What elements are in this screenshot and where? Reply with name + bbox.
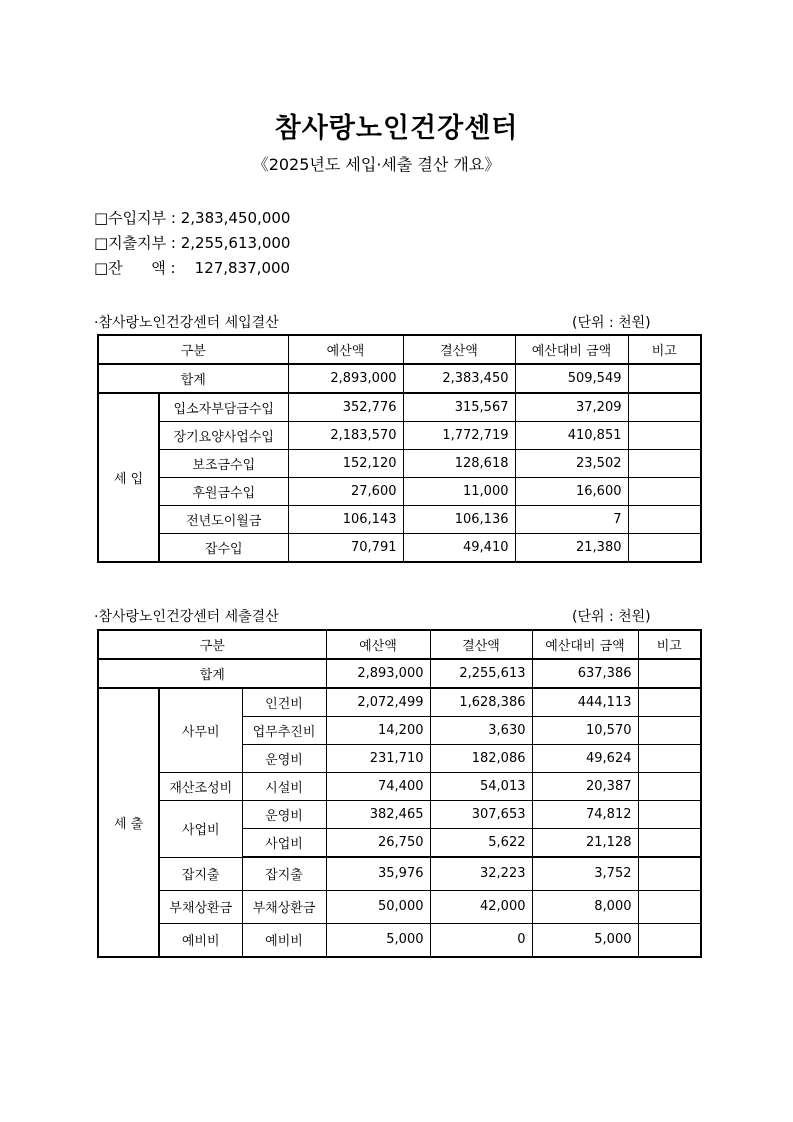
row-budget: 35,976 <box>326 857 430 890</box>
table-row <box>98 393 701 422</box>
table-row <box>98 773 701 801</box>
header-budget: 예산액 <box>326 630 430 659</box>
row-label: 전년도이월금 <box>159 506 288 534</box>
expenditure-header-row <box>98 630 701 659</box>
row-sub: 운영비 <box>242 745 326 773</box>
category-misc: 잡지출 <box>159 857 242 890</box>
row-label: 장기요양사업수입 <box>159 422 288 450</box>
category-asset: 재산조성비 <box>159 773 242 801</box>
revenue-table <box>97 334 702 563</box>
header-settled: 결산액 <box>430 630 532 659</box>
header-budget: 예산액 <box>288 335 403 364</box>
row-budget: 106,143 <box>288 506 403 534</box>
row-note <box>638 857 701 890</box>
header-diff: 예산대비 금액 <box>515 335 628 364</box>
page-subtitle: 《2025년도 세입·세출 결산 개요》 <box>252 155 501 174</box>
expenditure-group-label: 세 출 <box>98 688 159 957</box>
row-diff: 37,209 <box>515 393 628 422</box>
row-note <box>638 745 701 773</box>
table-row <box>98 534 701 563</box>
row-budget: 14,200 <box>326 717 430 745</box>
row-settled: 42,000 <box>430 890 532 923</box>
category-office: 사무비 <box>159 688 242 773</box>
row-budget: 231,710 <box>326 745 430 773</box>
row-sub: 잡지출 <box>242 857 326 890</box>
row-budget: 352,776 <box>288 393 403 422</box>
total-diff: 637,386 <box>532 659 638 688</box>
row-diff: 3,752 <box>532 857 638 890</box>
row-note <box>638 890 701 923</box>
row-note <box>638 773 701 801</box>
table-row <box>98 923 701 957</box>
total-settled: 2,255,613 <box>430 659 532 688</box>
row-budget: 26,750 <box>326 829 430 858</box>
row-note <box>628 393 701 422</box>
revenue-group-label: 세 입 <box>98 393 159 562</box>
row-sub: 인건비 <box>242 688 326 717</box>
row-sub: 업무추진비 <box>242 717 326 745</box>
table-row <box>98 506 701 534</box>
row-settled: 3,630 <box>430 717 532 745</box>
total-budget: 2,893,000 <box>288 364 403 393</box>
table-row <box>98 478 701 506</box>
row-settled: 11,000 <box>403 478 515 506</box>
table-row <box>98 450 701 478</box>
row-note <box>638 688 701 717</box>
row-settled: 32,223 <box>430 857 532 890</box>
row-label: 잡수입 <box>159 534 288 563</box>
row-label: 입소자부담금수입 <box>159 393 288 422</box>
row-note <box>638 923 701 957</box>
row-budget: 382,465 <box>326 801 430 829</box>
header-settled: 결산액 <box>403 335 515 364</box>
total-label: 합계 <box>98 364 288 393</box>
expenditure-total-row <box>98 659 701 688</box>
row-settled: 315,567 <box>403 393 515 422</box>
table-row <box>98 688 701 717</box>
row-note <box>638 717 701 745</box>
row-note <box>638 801 701 829</box>
row-settled: 5,622 <box>430 829 532 858</box>
expenditure-section-title: ·참사랑노인건강센터 세출결산 <box>94 609 279 625</box>
row-diff: 7 <box>515 506 628 534</box>
category-reserve: 예비비 <box>159 923 242 957</box>
revenue-unit: (단위 : 천원) <box>572 315 651 331</box>
row-note <box>628 450 701 478</box>
row-diff: 8,000 <box>532 890 638 923</box>
row-budget: 27,600 <box>288 478 403 506</box>
table-row <box>98 422 701 450</box>
row-budget: 50,000 <box>326 890 430 923</box>
row-budget: 152,120 <box>288 450 403 478</box>
row-settled: 1,772,719 <box>403 422 515 450</box>
row-diff: 23,502 <box>515 450 628 478</box>
row-settled: 128,618 <box>403 450 515 478</box>
row-budget: 2,072,499 <box>326 688 430 717</box>
row-note <box>628 422 701 450</box>
header-note: 비고 <box>628 335 701 364</box>
row-note <box>628 534 701 563</box>
row-budget: 5,000 <box>326 923 430 957</box>
row-settled: 0 <box>430 923 532 957</box>
category-business: 사업비 <box>159 801 242 858</box>
row-sub: 운영비 <box>242 801 326 829</box>
row-diff: 20,387 <box>532 773 638 801</box>
row-diff: 74,812 <box>532 801 638 829</box>
total-diff: 509,549 <box>515 364 628 393</box>
total-budget: 2,893,000 <box>326 659 430 688</box>
summary-income: □수입지부 : 2,383,450,000 <box>94 209 291 227</box>
row-note <box>638 829 701 858</box>
row-settled: 106,136 <box>403 506 515 534</box>
table-row <box>98 801 701 829</box>
header-category: 구분 <box>98 335 288 364</box>
row-diff: 49,624 <box>532 745 638 773</box>
page-title: 참사랑노인건강센터 <box>274 113 519 144</box>
header-category: 구분 <box>98 630 326 659</box>
row-diff: 21,128 <box>532 829 638 858</box>
row-diff: 444,113 <box>532 688 638 717</box>
row-diff: 410,851 <box>515 422 628 450</box>
row-label: 보조금수입 <box>159 450 288 478</box>
summary-balance: □잔 액 : 127,837,000 <box>94 259 291 277</box>
row-settled: 182,086 <box>430 745 532 773</box>
row-settled: 307,653 <box>430 801 532 829</box>
row-budget: 70,791 <box>288 534 403 563</box>
row-diff: 21,380 <box>515 534 628 563</box>
row-sub: 시설비 <box>242 773 326 801</box>
total-note <box>638 659 701 688</box>
row-sub: 예비비 <box>242 923 326 957</box>
total-note <box>628 364 701 393</box>
row-diff: 16,600 <box>515 478 628 506</box>
row-note <box>628 506 701 534</box>
row-budget: 2,183,570 <box>288 422 403 450</box>
expenditure-table <box>97 629 702 958</box>
header-diff: 예산대비 금액 <box>532 630 638 659</box>
row-settled: 49,410 <box>403 534 515 563</box>
table-row <box>98 857 701 890</box>
table-row <box>98 890 701 923</box>
header-note: 비고 <box>638 630 701 659</box>
category-debt: 부채상환금 <box>159 890 242 923</box>
row-budget: 74,400 <box>326 773 430 801</box>
revenue-header-row <box>98 335 701 364</box>
expenditure-unit: (단위 : 천원) <box>572 609 651 625</box>
row-sub: 사업비 <box>242 829 326 858</box>
total-settled: 2,383,450 <box>403 364 515 393</box>
row-diff: 5,000 <box>532 923 638 957</box>
row-diff: 10,570 <box>532 717 638 745</box>
revenue-section-title: ·참사랑노인건강센터 세입결산 <box>94 315 279 331</box>
row-label: 후원금수입 <box>159 478 288 506</box>
row-settled: 54,013 <box>430 773 532 801</box>
total-label: 합계 <box>98 659 326 688</box>
summary-expense: □지출지부 : 2,255,613,000 <box>94 234 291 252</box>
revenue-total-row <box>98 364 701 393</box>
row-note <box>628 478 701 506</box>
row-sub: 부채상환금 <box>242 890 326 923</box>
row-settled: 1,628,386 <box>430 688 532 717</box>
